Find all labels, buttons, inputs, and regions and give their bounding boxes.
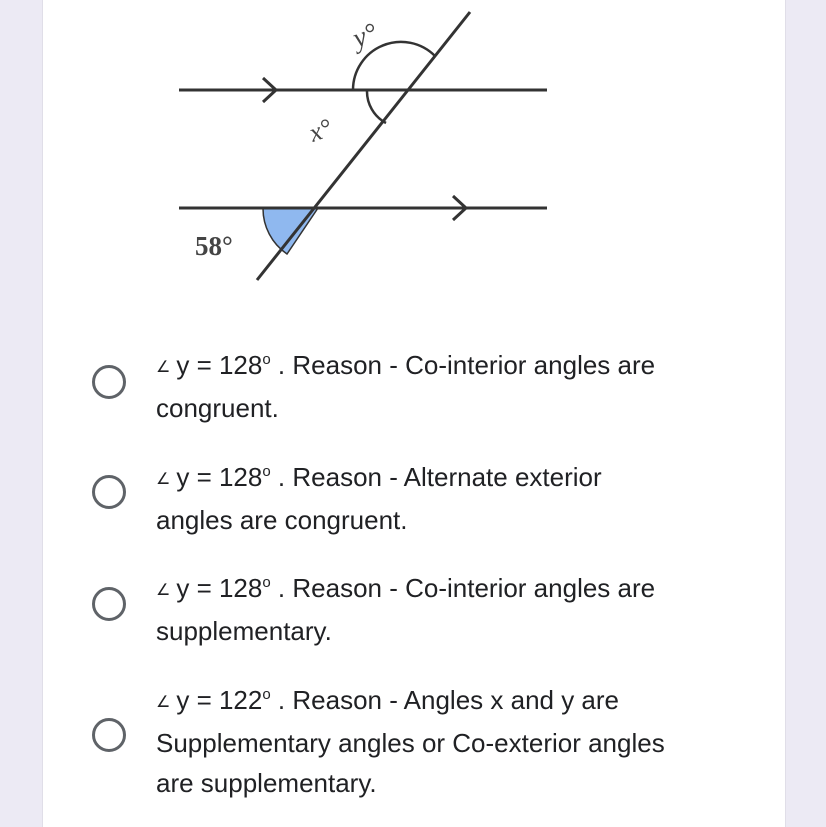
option-3-text[interactable]: ∠ $y = 128^o$ . Reason - Co-interior angles are supplementary.: [156, 573, 656, 646]
angle-icon: ∠: [156, 582, 171, 599]
parallel-lines-diagram: [135, 0, 565, 300]
question-card: [42, 0, 786, 827]
option-1-text[interactable]: ∠ $y = 128^o$ . Reason - Co-interior angles are congruent.: [156, 350, 656, 423]
label-58: 58°: [195, 231, 233, 261]
angle-x-arc: [367, 90, 386, 123]
label-x: x°: [305, 112, 336, 148]
radio-button-1[interactable]: [92, 365, 126, 399]
radio-button-3[interactable]: [92, 587, 126, 621]
radio-button-4[interactable]: [92, 718, 126, 752]
label-y: y°: [348, 17, 382, 55]
angle-icon: ∠: [156, 694, 171, 711]
option-4-text[interactable]: ∠ $y = 122^o$ . Reason - Angles x and y are Supplementary angles or Co-exterior angles are supplementary.: [156, 685, 665, 798]
radio-button-2[interactable]: [92, 475, 126, 509]
angle-icon: ∠: [156, 471, 171, 488]
option-2-text[interactable]: ∠ $y = 128^o$ . Reason - Alternate exterior angles are congruent.: [156, 462, 602, 535]
angle-icon: ∠: [156, 359, 171, 376]
